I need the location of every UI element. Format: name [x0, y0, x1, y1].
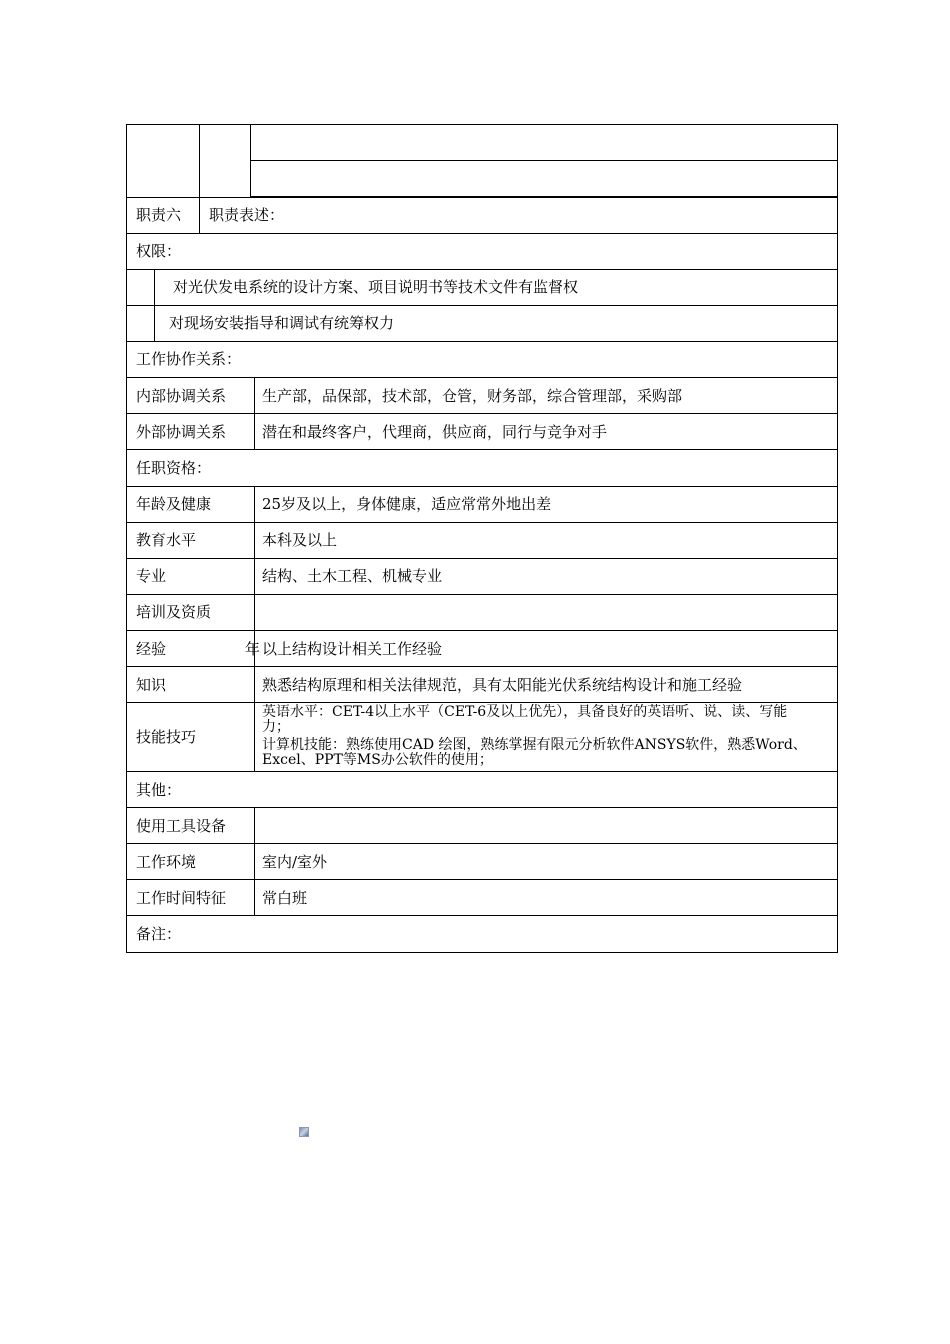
- row-line: [126, 843, 838, 844]
- row-line: [126, 915, 838, 916]
- small-image-icon: [299, 1127, 309, 1137]
- row-line: [126, 269, 838, 270]
- tools-label: 使用工具设备: [136, 817, 227, 835]
- major-label: 专业: [136, 567, 167, 585]
- education-label: 教育水平: [136, 531, 197, 549]
- row-line: [250, 160, 838, 161]
- remarks-header: 备注：: [136, 925, 182, 943]
- row-line: [126, 771, 838, 772]
- row-line: [126, 449, 838, 450]
- row-line: [126, 197, 838, 198]
- experience-label: 经验: [136, 640, 167, 658]
- environment-label: 工作环境: [136, 853, 197, 871]
- internal-relation-value: 生产部，品保部，技术部，仓管，财务部，综合管理部，采购部: [262, 387, 683, 405]
- row-line: [126, 558, 838, 559]
- row-line: [126, 413, 838, 414]
- row-line: [126, 522, 838, 523]
- authority-item: 对现场安装指导和调试有统筹权力: [169, 314, 395, 332]
- row-line: [126, 702, 838, 703]
- internal-relation-label: 内部协调关系: [136, 387, 227, 405]
- row-line: [126, 486, 838, 487]
- table-border-right: [837, 124, 838, 953]
- table-border-left: [126, 124, 127, 953]
- experience-prefix: 年: [245, 640, 261, 658]
- major-value: 结构、土木工程、机械专业: [262, 567, 443, 585]
- col-line: [250, 124, 251, 197]
- col-line: [254, 807, 255, 915]
- col-line: [154, 269, 155, 341]
- experience-value: 以上结构设计相关工作经验: [262, 640, 443, 658]
- authority-header: 权限：: [136, 242, 182, 260]
- qualification-header: 任职资格：: [136, 459, 212, 477]
- row-line: [126, 594, 838, 595]
- work-time-label: 工作时间特征: [136, 889, 227, 907]
- work-time-value: 常白班: [262, 889, 308, 907]
- row-line: [126, 233, 838, 234]
- skills-label: 技能技巧: [136, 728, 197, 746]
- environment-value: 室内/室外: [262, 853, 328, 871]
- duty6-label: 职责六: [136, 206, 182, 224]
- authority-item: 对光伏发电系统的设计方案、项目说明书等技术文件有监督权: [173, 278, 579, 296]
- row-line: [126, 377, 838, 378]
- knowledge-label: 知识: [136, 676, 167, 694]
- other-header: 其他：: [136, 781, 182, 799]
- external-relation-label: 外部协调关系: [136, 423, 227, 441]
- skills-computer: 计算机技能：熟练使用CAD 绘图，熟练掌握有限元分析软件ANSYS软件，熟悉Word、Excel、PPT等MS办公软件的使用；: [262, 737, 807, 768]
- row-line: [126, 124, 838, 125]
- age-health-label: 年龄及健康: [136, 495, 212, 513]
- skills-english: 英语水平：CET-4以上水平（CET-6及以上优先），具备良好的英语听、说、读、写能力；: [262, 704, 788, 735]
- row-line: [126, 341, 838, 342]
- row-line: [126, 952, 838, 953]
- collaboration-header: 工作协作关系：: [136, 350, 242, 368]
- age-health-value: 25岁及以上，身体健康，适应常常外地出差: [262, 495, 552, 513]
- row-line: [126, 666, 838, 667]
- duty6-description: 职责表述：: [209, 206, 285, 224]
- row-line: [126, 807, 838, 808]
- row-line: [126, 305, 838, 306]
- col-line: [199, 124, 200, 233]
- education-value: 本科及以上: [262, 531, 338, 549]
- knowledge-value: 熟悉结构原理和相关法律规范，具有太阳能光伏系统结构设计和施工经验: [262, 676, 743, 694]
- col-line: [254, 377, 255, 449]
- row-line: [126, 630, 838, 631]
- row-line: [126, 879, 838, 880]
- col-line: [254, 486, 255, 771]
- training-label: 培训及资质: [136, 603, 212, 621]
- external-relation-value: 潜在和最终客户，代理商，供应商，同行与竞争对手: [262, 423, 608, 441]
